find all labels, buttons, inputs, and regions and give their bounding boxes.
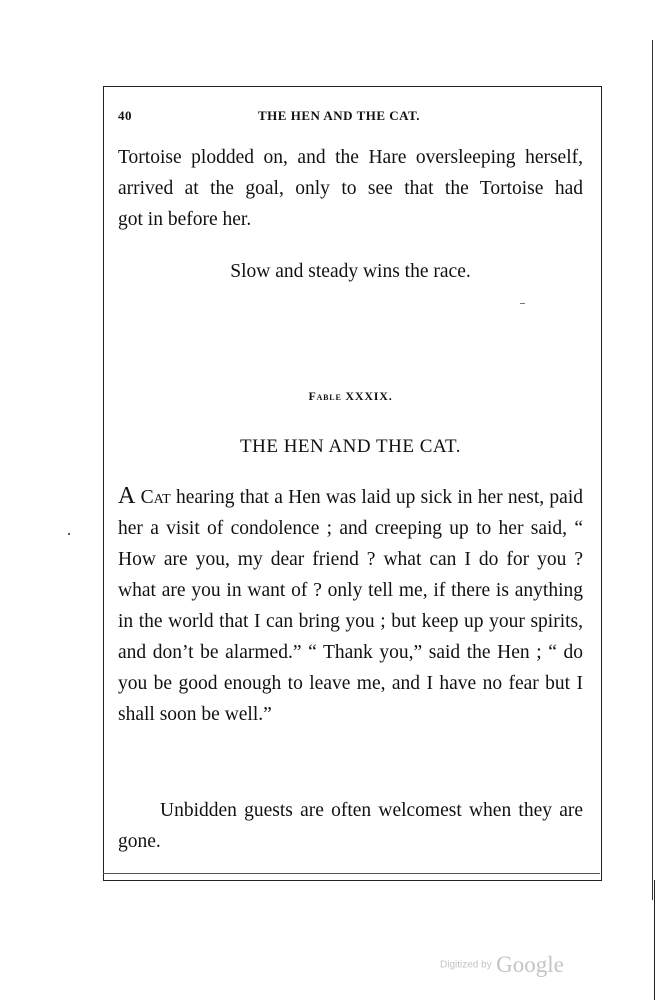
google-logo: Google <box>496 952 564 977</box>
watermark-prefix: Digitized by <box>440 959 492 971</box>
fable-label-word: able <box>316 389 342 403</box>
bottom-rule <box>103 873 600 874</box>
scan-speck <box>520 303 525 304</box>
moral-line: Slow and steady wins the race. <box>230 261 471 282</box>
fable-label-initial: F <box>308 389 317 403</box>
fable-label-number: XXXIX. <box>341 389 393 403</box>
scan-edge-line-lower <box>654 880 657 1000</box>
scan-edge-line <box>652 40 655 900</box>
intro-line: Tortoise plodded on, and the Hare oversleeping herself, <box>118 147 583 168</box>
fable-moral: Unbidden guests are often welcomest when they are gone. <box>118 800 583 852</box>
fable-body <box>118 481 583 730</box>
digitized-watermark <box>440 952 564 978</box>
fable-number-label <box>118 389 583 404</box>
intro-line: arrived at the goal, only to see that the Tortoise had <box>118 178 583 199</box>
intro-line: got in before her. <box>118 209 252 230</box>
cat-word: Cat <box>140 487 171 508</box>
fable-body-text: hearing that a Hen was laid up sick in her nest, paid her a visit of condolence ; and creeping up to her said, “ How are you, my dear friend ? what can I do for you ? what are you in want of ? only tell me, if there is anything in the world that I can bring you ; but keep up your spirits, and don’t be alarmed.” “ Thank you,” said the Hen ; “ do you be good enough to leave me, and I have no fear but I shall soon be well.” <box>118 487 584 725</box>
running-title: THE HEN AND THE CAT. <box>258 108 421 123</box>
page-number: 40 <box>118 108 132 123</box>
drop-capital: A <box>118 483 136 509</box>
intro-paragraph <box>118 142 583 235</box>
fable-title: THE HEN AND THE CAT. <box>240 436 461 457</box>
scan-speck <box>68 533 70 535</box>
